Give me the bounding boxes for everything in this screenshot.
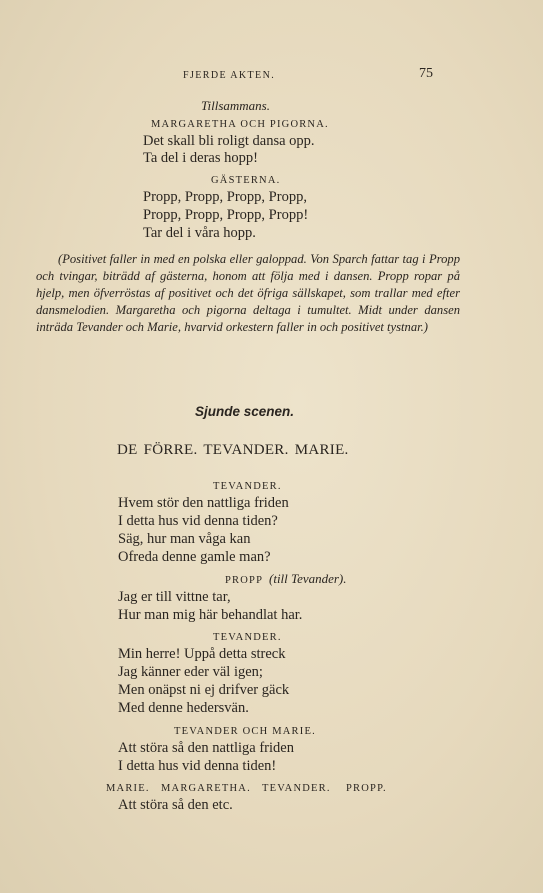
speaker-label: PROPP. [346, 783, 387, 794]
speaker-label: TEVANDER. [262, 783, 331, 794]
verse-line: Att störa så den nattliga friden [118, 740, 294, 756]
verse-line: Ofreda denne gamle man? [118, 549, 271, 565]
verse-line: Med denne hedersvän. [118, 700, 249, 716]
scene-title: Sjunde scenen. [195, 404, 295, 419]
verse-line: Att störa så den etc. [118, 797, 233, 813]
section-heading: Tillsammans. [201, 98, 270, 113]
verse-line: Men onäpst ni ej drifver gäck [118, 682, 290, 698]
verse-line: Det skall bli roligt dansa opp. [143, 133, 315, 149]
stage-direction: (Positivet faller in med en polska eller galoppad. Von Sparch fattar tag i Propp och tvingar, biträdd af gästerna, honom att följa med i dansen. Propp ropar på hjelp, men öfverröstas af positivet och det öfriga sällskapet, som trallar med efter dansmelodien. Margaretha och pigorna deltaga i tumultet. Midt under dansen inträda Tevander och Marie, hvarvid orkestern faller in och positivet tystnar.) [36, 252, 460, 334]
verse-line: I detta hus vid denna tiden! [118, 758, 277, 774]
page-number: 75 [419, 66, 433, 81]
speaker-label: TEVANDER. [213, 632, 282, 643]
verse-line: Propp, Propp, Propp, Propp! [143, 207, 309, 223]
stage-direction-inline: (till Tevander). [269, 571, 347, 586]
verse-line: Ta del i deras hopp! [143, 150, 258, 166]
verse-line: Jag er till vittne tar, [118, 589, 231, 605]
verse-line: Säg, hur man våga kan [118, 531, 251, 547]
speaker-label: PROPP [225, 575, 264, 586]
running-title: FJERDE AKTEN. [183, 70, 276, 81]
speaker-label: GÄSTERNA. [211, 175, 281, 186]
verse-line: Tar del i våra hopp. [143, 225, 256, 241]
speaker-label: TEVANDER OCH MARIE. [174, 726, 316, 737]
speaker-label: MARIE. [106, 783, 150, 794]
speaker-label: MARGARETHA. [161, 783, 251, 794]
speaker-label: TEVANDER. [213, 481, 282, 492]
speaker-label: MARGARETHA OCH PIGORNA. [151, 119, 329, 130]
verse-line: I detta hus vid denna tiden? [118, 513, 278, 529]
verse-line: Hvem stör den nattliga friden [118, 495, 289, 511]
verse-line: Hur man mig här behandlat har. [118, 607, 303, 623]
verse-line: Propp, Propp, Propp, Propp, [143, 189, 307, 205]
verse-line: Jag känner eder väl igen; [118, 664, 263, 680]
verse-line: Min herre! Uppå detta streck [118, 646, 286, 662]
scene-cast: DE FÖRRE. TEVANDER. MARIE. [117, 442, 349, 458]
